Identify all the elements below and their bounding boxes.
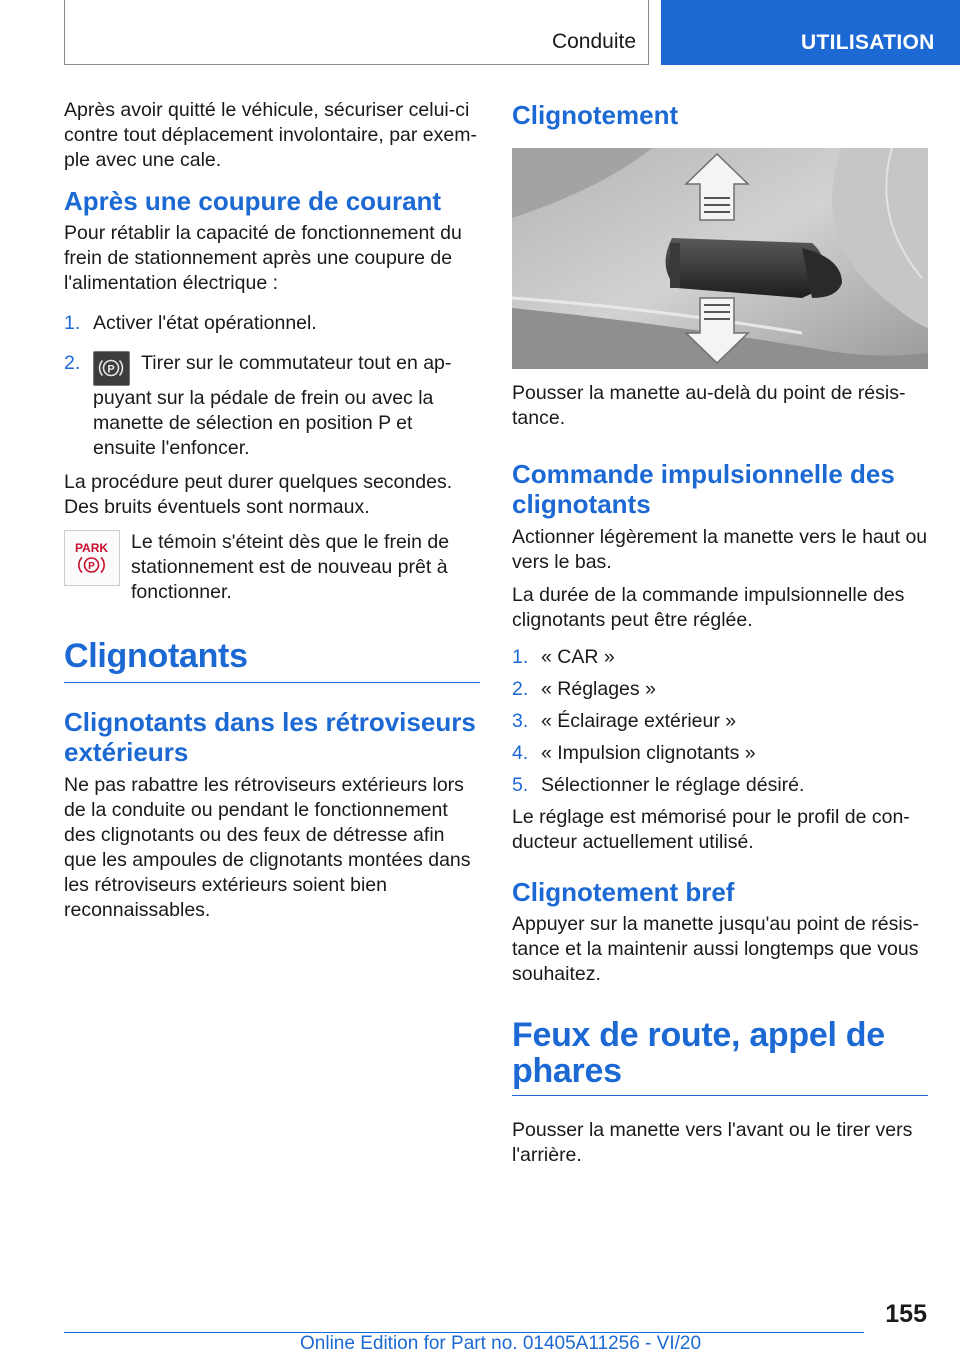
header-section-title: Conduite [551,30,636,53]
heading-mirror-indicators: Clignotants dans les rétroviseurs extérieurs [64,707,476,767]
heading-power-cut: Après une coupure de courant [64,186,442,216]
procedure-paragraph: La procédure peut durer quelques secondes. Des bruits éventuels sont normaux. [64,471,453,518]
park-warning-icon [64,530,120,586]
svg-text:P: P [107,363,115,376]
indicator-stalk-illustration [512,148,928,369]
right-column [512,100,928,1168]
power-cut-steps [64,311,480,461]
list-item [64,311,480,336]
heading-clignotement: Clignotement [512,100,679,130]
step-number: 2. [512,678,529,700]
heading-high-beam: Feux de route, appel de phares [512,1017,928,1096]
step-text: Activer l'état opérationnel. [93,312,317,334]
step-number: 5. [512,774,529,796]
high-beam-paragraph: Pousser la manette vers l'avant ou le tirer vers l'arrière. [512,1119,913,1166]
illustration-caption: Pousser la manette au-delà du point de résistance. [512,382,906,429]
step-number: 1. [512,646,529,668]
header-chapter-label: UTILISATION [801,31,935,54]
warning-paragraph: Le témoin s'éteint dès que le frein de stationnement est de nouveau prêt à fonctionner. [131,531,450,603]
list-item [512,645,928,670]
footer-edition: Online Edition for Part no. 01405A11256 - VI/20 [300,1333,702,1354]
list-item [512,709,928,734]
list-item [512,741,928,766]
step-number: 4. [512,742,529,764]
mirror-indicators-paragraph: Ne pas rabattre les rétroviseurs extérieurs lors de la conduite ou pendant le fonctionnement des clignotants ou des feux de détresse afin que les ampoules de clignotants montées dans les rétroviseurs extérieurs soient bien reconnaissables. [64,774,471,921]
heading-short-flash: Clignotement bref [512,877,735,907]
left-column [64,98,480,923]
step-text: « CAR » [541,646,615,668]
step-text: « Réglages » [541,678,656,700]
step-text: « Éclairage extérieur » [541,710,737,732]
list-item [64,351,480,461]
step-number: 2. [64,352,81,374]
step-text: Sélectionner le réglage désiré. [541,774,805,796]
step-number: 1. [64,312,81,334]
header-section-box [64,0,649,65]
impulse-paragraph-2: La durée de la commande impulsionnelle des clignotants peut être réglée. [512,584,905,631]
settings-menu-steps [512,645,928,798]
short-flash-paragraph: Appuyer sur la manette jusqu'au point de résistance et la maintenir aussi longtemps que vous souhaitez. [512,913,919,985]
power-cut-paragraph: Pour rétablir la capacité de fonctionnement du frein de stationnement après une coupure de l'alimentation électrique : [64,222,462,294]
step-number: 3. [512,710,529,732]
memo-paragraph: Le réglage est mémorisé pour le profil de conducteur actuellement utilisé. [512,806,910,853]
heading-impulse-signal: Commande impulsionnelle des clignotants [512,459,895,519]
page-number: 155 [885,1300,927,1328]
parking-brake-switch-icon [93,351,130,386]
header-chapter-tab [661,0,960,65]
heading-clignotants: Clignotants [64,638,480,683]
intro-paragraph: Après avoir quitté le véhicule, sécuriser celui-ci contre tout déplacement involontaire, par exemple avec une cale. [64,99,477,171]
step-text: « Impulsion clignotants » [541,742,756,764]
svg-text:P: P [88,561,95,572]
step-text: Tirer sur le commutateur tout en appuyant sur la pédale de frein ou avec la manette de sélection en position P et ensuite l'enfoncer. [93,352,452,459]
warning-block [64,530,480,605]
list-item [512,677,928,702]
park-badge-text: PARK [74,541,109,555]
list-item [512,773,928,798]
impulse-paragraph-1: Actionner légèrement la manette vers le haut ou vers le bas. [512,526,928,573]
